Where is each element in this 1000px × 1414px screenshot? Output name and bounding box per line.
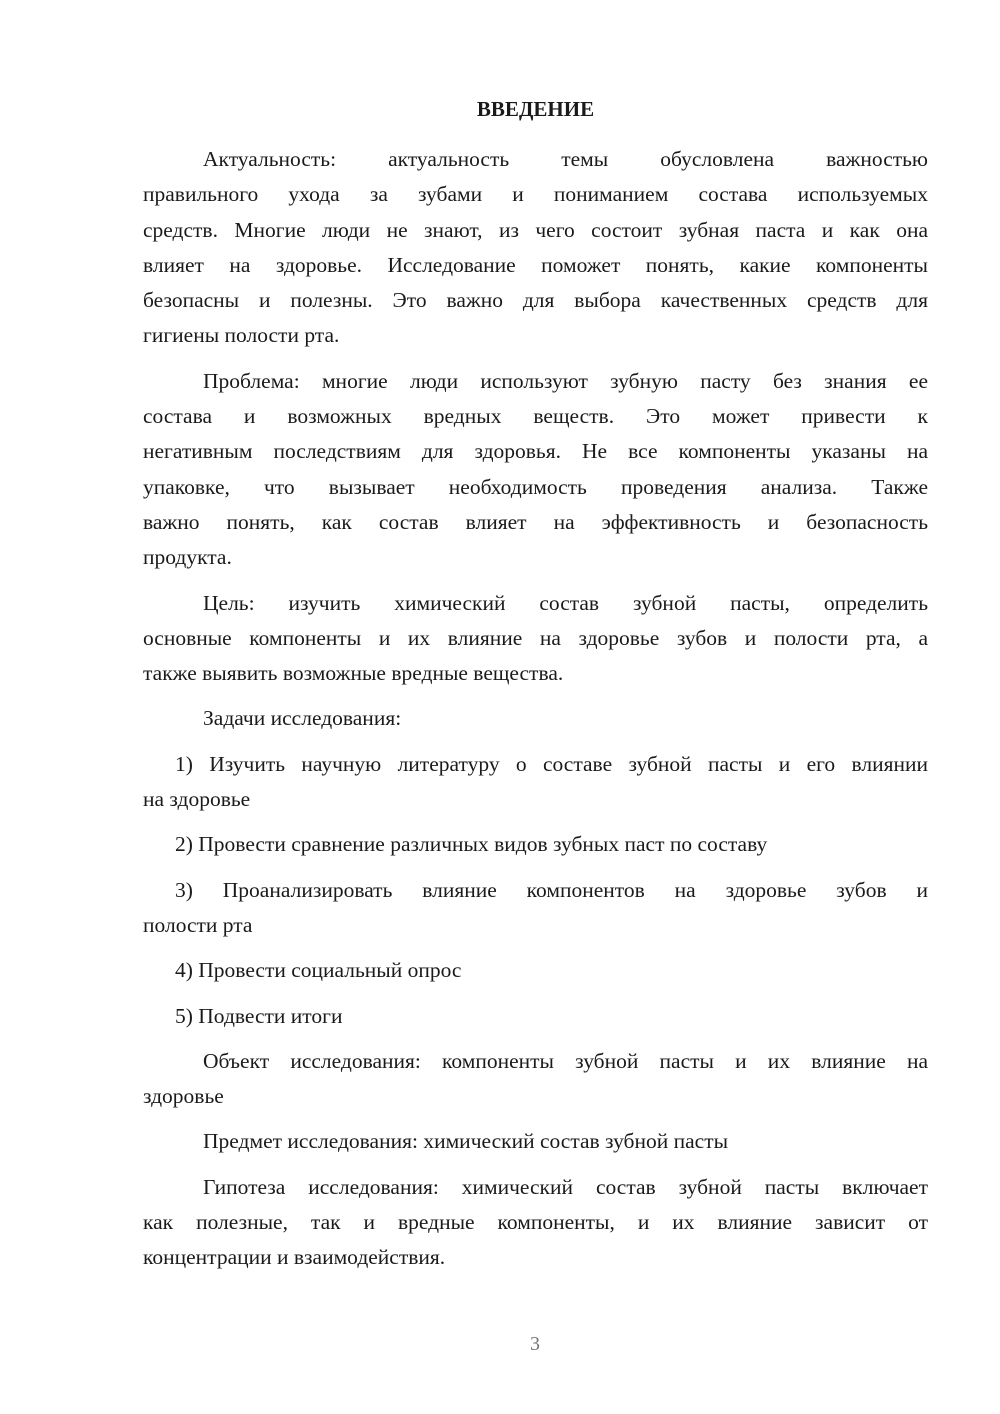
paragraph xyxy=(143,364,928,576)
page-number: 3 xyxy=(530,1333,540,1355)
text-line: концентрации и взаимодействия. xyxy=(143,1245,446,1270)
text-line: правильного ухода за зубами и пониманием состава используемых xyxy=(143,182,928,207)
text-line: гигиены полости рта. xyxy=(143,323,340,348)
text-line: 1) Изучить научную литературу о составе зубной пасты и его влиянии xyxy=(175,751,928,776)
text-line: 4) Провести социальный опрос xyxy=(175,958,462,983)
paragraph xyxy=(143,701,928,736)
text-line: Проблема: многие люди используют зубную пасту без знания ее xyxy=(203,368,928,393)
paragraph xyxy=(143,1170,928,1276)
text-line: на здоровье xyxy=(143,787,251,812)
text-line: Цель: изучить химический состав зубной пасты, определить xyxy=(203,590,928,615)
list-item xyxy=(143,953,928,988)
list-item xyxy=(143,827,928,862)
text-line: основные компоненты и их влияние на здоровье зубов и полости рта, а xyxy=(143,625,928,650)
text-line: важно понять, как состав влияет на эффективность и безопасность xyxy=(143,509,928,534)
paragraph xyxy=(143,1124,928,1159)
text-line: безопасны и полезны. Это важно для выбора качественных средств для xyxy=(143,288,928,313)
text-line: Предмет исследования: химический состав зубной пасты xyxy=(203,1129,729,1154)
text-line: 5) Подвести итоги xyxy=(175,1003,343,1028)
text-line: полости рта xyxy=(143,912,253,937)
document-page xyxy=(143,92,928,1286)
paragraph xyxy=(143,586,928,692)
text-line: состава и возможных вредных веществ. Это может привести к xyxy=(143,404,928,429)
text-line: негативным последствиям для здоровья. Не все компоненты указаны на xyxy=(143,439,928,464)
text-line: Гипотеза исследования: химический состав зубной пасты включает xyxy=(203,1174,928,1199)
text-line: Объект исследования: компоненты зубной пасты и их влияние на xyxy=(203,1048,928,1073)
text-line: 3) Проанализировать влияние компонентов на здоровье зубов и xyxy=(175,877,928,902)
text-line: упаковке, что вызывает необходимость проведения анализа. Также xyxy=(143,474,928,499)
text-line: продукта. xyxy=(143,545,232,570)
body-text xyxy=(143,142,928,1276)
list-item xyxy=(143,873,928,944)
text-line: влияет на здоровье. Исследование поможет понять, какие компоненты xyxy=(143,252,928,277)
text-line: также выявить возможные вредные вещества. xyxy=(143,661,564,686)
text-line: средств. Многие люди не знают, из чего состоит зубная паста и как она xyxy=(143,217,928,242)
list-item xyxy=(143,999,928,1034)
paragraph xyxy=(143,1044,928,1115)
text-line: Задачи исследования: xyxy=(203,706,402,731)
paragraph xyxy=(143,142,928,354)
text-line: 2) Провести сравнение различных видов зубных паст по составу xyxy=(175,832,768,857)
text-line: как полезные, так и вредные компоненты, и их влияние зависит от xyxy=(143,1210,928,1235)
text-line: здоровье xyxy=(143,1084,224,1109)
section-title: ВВЕДЕНИЕ xyxy=(476,97,595,121)
list-item xyxy=(143,747,928,818)
text-line: Актуальность: актуальность темы обусловлена важностью xyxy=(203,147,928,171)
